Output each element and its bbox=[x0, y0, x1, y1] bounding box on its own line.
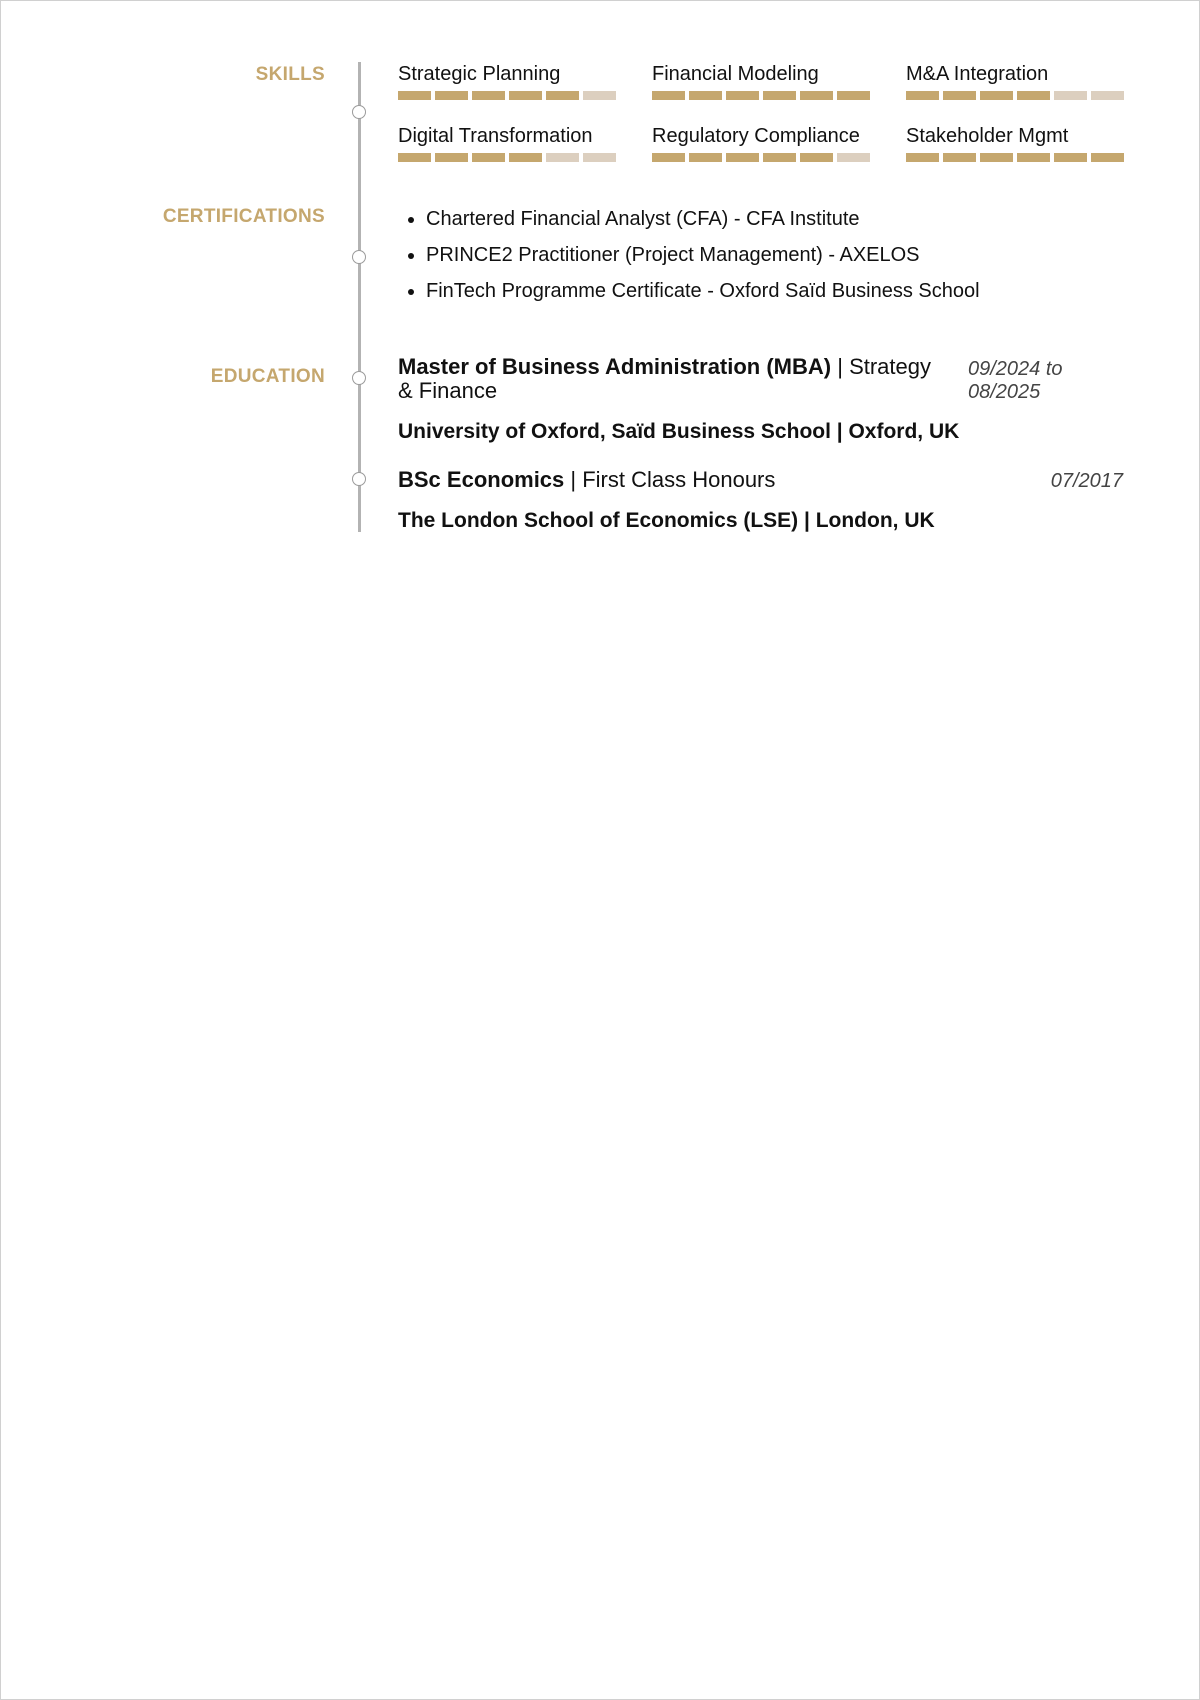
skill-bar-filled bbox=[763, 91, 796, 100]
skill-name: Stakeholder Mgmt bbox=[906, 125, 1069, 147]
timeline-dot-skills bbox=[352, 105, 366, 119]
skill-item bbox=[652, 124, 870, 162]
degree-detail: | Strategy & Finance bbox=[398, 354, 931, 403]
skill-bar-filled bbox=[726, 91, 759, 100]
timeline-dot-certifications bbox=[352, 250, 366, 264]
skill-bar-empty bbox=[583, 91, 616, 100]
education-degree bbox=[398, 468, 998, 492]
education-date: 09/2024 to 08/2025 bbox=[968, 358, 1063, 403]
skill-name: Regulatory Compliance bbox=[652, 125, 860, 147]
skill-bar-filled bbox=[1091, 153, 1124, 162]
degree-detail: | First Class Honours bbox=[564, 467, 776, 492]
skill-bar-empty bbox=[546, 153, 579, 162]
skill-bar-filled bbox=[906, 91, 939, 100]
skill-bar-empty bbox=[1054, 91, 1087, 100]
skill-bar-filled bbox=[472, 91, 505, 100]
education-school: University of Oxford, Saïd Business School | Oxford, UK bbox=[398, 420, 960, 443]
skill-bar-filled bbox=[509, 153, 542, 162]
timeline-dot-education-2 bbox=[352, 472, 366, 486]
timeline-dot-education-1 bbox=[352, 371, 366, 385]
education-school: The London School of Economics (LSE) | London, UK bbox=[398, 509, 935, 532]
skill-bar-filled bbox=[800, 153, 833, 162]
skill-item bbox=[398, 124, 616, 162]
education-degree bbox=[398, 355, 948, 403]
skill-rating bbox=[652, 91, 870, 100]
skill-name: Strategic Planning bbox=[398, 63, 561, 85]
skill-bar-filled bbox=[509, 91, 542, 100]
skill-name: Financial Modeling bbox=[652, 63, 819, 85]
skill-bar-filled bbox=[800, 91, 833, 100]
skill-bar-filled bbox=[726, 153, 759, 162]
education-heading: EDUCATION bbox=[210, 366, 325, 387]
skill-bar-filled bbox=[472, 153, 505, 162]
skill-bar-filled bbox=[943, 91, 976, 100]
skill-rating bbox=[906, 91, 1124, 100]
degree-name: BSc Economics bbox=[398, 467, 565, 492]
skill-bar-empty bbox=[1091, 91, 1124, 100]
skill-bar-filled bbox=[652, 153, 685, 162]
skill-bar-filled bbox=[398, 91, 431, 100]
skill-bar-filled bbox=[689, 153, 722, 162]
skill-item bbox=[652, 62, 870, 100]
skill-bar-filled bbox=[906, 153, 939, 162]
certification-item: • FinTech Programme Certificate - Oxford Saïd Business School bbox=[426, 276, 980, 312]
skill-name: M&A Integration bbox=[906, 63, 1049, 85]
skill-rating bbox=[398, 153, 616, 162]
skill-rating bbox=[906, 153, 1124, 162]
skill-bar-filled bbox=[837, 91, 870, 100]
skill-item bbox=[906, 124, 1124, 162]
timeline-line bbox=[358, 62, 361, 532]
skill-bar-filled bbox=[546, 91, 579, 100]
skill-bar-filled bbox=[1054, 153, 1087, 162]
skill-bar-filled bbox=[435, 91, 468, 100]
certification-item: • PRINCE2 Practitioner (Project Management) - AXELOS bbox=[426, 240, 980, 276]
skill-bar-filled bbox=[435, 153, 468, 162]
skill-bar-filled bbox=[980, 153, 1013, 162]
skills-heading: SKILLS bbox=[255, 64, 325, 85]
skill-bar-filled bbox=[652, 91, 685, 100]
certifications-heading: CERTIFICATIONS bbox=[162, 206, 325, 227]
skill-name: Digital Transformation bbox=[398, 125, 593, 147]
skill-bar-filled bbox=[689, 91, 722, 100]
education-date: 07/2017 bbox=[1050, 470, 1123, 492]
skill-item bbox=[398, 62, 616, 100]
degree-name: Master of Business Administration (MBA) bbox=[398, 354, 832, 379]
skill-bar-empty bbox=[583, 153, 616, 162]
skill-item bbox=[906, 62, 1124, 100]
skill-bar-filled bbox=[398, 153, 431, 162]
certification-item: • Chartered Financial Analyst (CFA) - CFA Institute bbox=[426, 204, 980, 240]
skill-bar-filled bbox=[943, 153, 976, 162]
skill-rating bbox=[398, 91, 616, 100]
certifications-list bbox=[398, 204, 980, 312]
skill-bar-filled bbox=[980, 91, 1013, 100]
skill-bar-filled bbox=[1017, 153, 1050, 162]
skill-rating bbox=[652, 153, 870, 162]
skill-bar-filled bbox=[1017, 91, 1050, 100]
skill-bar-empty bbox=[837, 153, 870, 162]
skill-bar-filled bbox=[763, 153, 796, 162]
